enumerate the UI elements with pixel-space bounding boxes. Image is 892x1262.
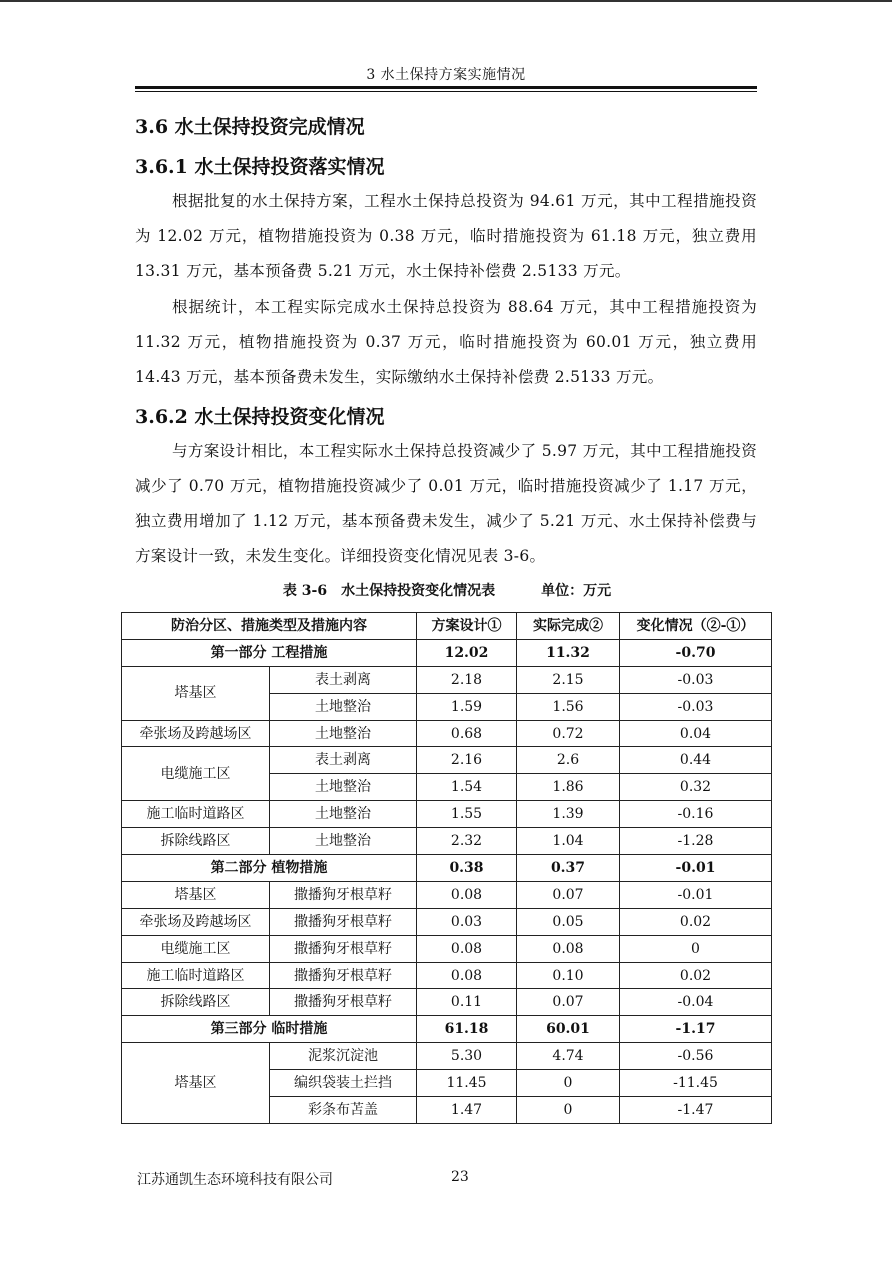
part-label-cell: 第一部分 工程措施 [122, 639, 417, 666]
table-row [122, 935, 772, 962]
design-cell: 1.47 [417, 1097, 517, 1124]
measure-cell: 土地整治 [270, 801, 417, 828]
zone-cell: 牵张场及跨越场区 [122, 908, 270, 935]
actual-cell: 0.07 [517, 881, 620, 908]
actual-cell: 0.72 [517, 720, 620, 747]
actual-cell: 2.15 [517, 666, 620, 693]
actual-cell: 11.32 [517, 639, 620, 666]
table-row [122, 908, 772, 935]
table-row [122, 989, 772, 1016]
measure-cell: 撒播狗牙根草籽 [270, 908, 417, 935]
actual-cell: 60.01 [517, 1016, 620, 1043]
subsection-heading-1: 3.6.1 水土保持投资落实情况 [135, 156, 385, 178]
design-cell: 11.45 [417, 1070, 517, 1097]
actual-cell: 0.07 [517, 989, 620, 1016]
change-cell: -11.45 [620, 1070, 772, 1097]
zone-cell: 拆除线路区 [122, 828, 270, 855]
header-rule-thick [135, 86, 757, 89]
table-row [122, 881, 772, 908]
design-cell: 12.02 [417, 639, 517, 666]
change-cell: 0.02 [620, 962, 772, 989]
table-row [122, 666, 772, 693]
measure-cell: 撒播狗牙根草籽 [270, 989, 417, 1016]
measure-cell: 土地整治 [270, 720, 417, 747]
table-row [122, 962, 772, 989]
table-caption-unit: 单位：万元 [541, 583, 612, 599]
design-cell: 0.08 [417, 881, 517, 908]
design-cell: 1.55 [417, 801, 517, 828]
actual-cell: 1.56 [517, 693, 620, 720]
section-heading: 3.6 水土保持投资完成情况 [135, 116, 365, 138]
paragraph-investment-change: 与方案设计相比，本工程实际水土保持总投资减少了 5.97 万元，其中工程措施投资减少了 0.70 万元，植物措施投资减少了 0.01 万元，临时措施投资减少了 1.17 万元，独立费用增加了 1.12 万元，基本预备费未发生，减少了 5.21 万元、水土保持补偿费与方案设计一致，未发生变化。详细投资变化情况见表 3-6。 [135, 442, 757, 565]
actual-cell: 4.74 [517, 1043, 620, 1070]
change-cell: 0.44 [620, 747, 772, 774]
table-caption [122, 580, 772, 600]
investment-change-table [121, 612, 772, 1124]
zone-cell: 拆除线路区 [122, 989, 270, 1016]
table-caption-title: 表 3-6 水土保持投资变化情况表 [282, 583, 496, 599]
zone-cell: 电缆施工区 [122, 935, 270, 962]
actual-cell: 1.39 [517, 801, 620, 828]
change-cell: -0.01 [620, 881, 772, 908]
design-cell: 0.38 [417, 855, 517, 882]
design-cell: 0.11 [417, 989, 517, 1016]
change-cell: -1.17 [620, 1016, 772, 1043]
design-cell: 0.03 [417, 908, 517, 935]
change-cell: 0.04 [620, 720, 772, 747]
actual-cell: 0 [517, 1070, 620, 1097]
subsection-heading-2: 3.6.2 水土保持投资变化情况 [135, 406, 385, 428]
table-row-part-subtotal [122, 639, 772, 666]
design-cell: 1.54 [417, 774, 517, 801]
zone-cell: 牵张场及跨越场区 [122, 720, 270, 747]
measure-cell: 土地整治 [270, 774, 417, 801]
change-cell: -1.47 [620, 1097, 772, 1124]
change-cell: -0.03 [620, 693, 772, 720]
design-cell: 2.18 [417, 666, 517, 693]
change-cell: -0.16 [620, 801, 772, 828]
zone-cell: 施工临时道路区 [122, 962, 270, 989]
change-cell: 0.02 [620, 908, 772, 935]
table-row-part-subtotal [122, 855, 772, 882]
measure-cell: 撒播狗牙根草籽 [270, 962, 417, 989]
actual-cell: 0 [517, 1097, 620, 1124]
part-label-cell: 第二部分 植物措施 [122, 855, 417, 882]
table-row [122, 747, 772, 774]
paragraph-actual-investment: 根据统计，本工程实际完成水土保持总投资为 88.64 万元，其中工程措施投资为 11.32 万元，植物措施投资为 0.37 万元，临时措施投资为 60.01 万元，独立费用 14.43 万元，基本预备费未发生，实际缴纳水土保持补偿费 2.5133 万元。 [135, 298, 757, 386]
header-cell-change: 变化情况（②-①） [620, 613, 772, 640]
actual-cell: 0.10 [517, 962, 620, 989]
actual-cell: 1.86 [517, 774, 620, 801]
change-cell: -0.01 [620, 855, 772, 882]
actual-cell: 0.08 [517, 935, 620, 962]
change-cell: 0.32 [620, 774, 772, 801]
measure-cell: 编织袋装土拦挡 [270, 1070, 417, 1097]
measure-cell: 表土剥离 [270, 747, 417, 774]
zone-cell: 塔基区 [122, 1043, 270, 1124]
table-row [122, 828, 772, 855]
change-cell: -0.56 [620, 1043, 772, 1070]
footer-company: 江苏通凯生态环境科技有限公司 [137, 1172, 333, 1188]
measure-cell: 土地整治 [270, 828, 417, 855]
change-cell: -0.70 [620, 639, 772, 666]
design-cell: 61.18 [417, 1016, 517, 1043]
design-cell: 0.08 [417, 935, 517, 962]
change-cell: -1.28 [620, 828, 772, 855]
design-cell: 1.59 [417, 693, 517, 720]
running-header: 3 水土保持方案实施情况 [366, 67, 526, 83]
zone-cell: 电缆施工区 [122, 747, 270, 801]
actual-cell: 0.37 [517, 855, 620, 882]
part-label-cell: 第三部分 临时措施 [122, 1016, 417, 1043]
measure-cell: 撒播狗牙根草籽 [270, 881, 417, 908]
page-top-border [0, 0, 892, 2]
table-row [122, 720, 772, 747]
header-rule-thin [135, 91, 757, 92]
zone-cell: 施工临时道路区 [122, 801, 270, 828]
actual-cell: 2.6 [517, 747, 620, 774]
table-row-part-subtotal [122, 1016, 772, 1043]
header-cell-design: 方案设计① [417, 613, 517, 640]
change-cell: -0.03 [620, 666, 772, 693]
measure-cell: 彩条布苫盖 [270, 1097, 417, 1124]
design-cell: 0.08 [417, 962, 517, 989]
design-cell: 0.68 [417, 720, 517, 747]
actual-cell: 0.05 [517, 908, 620, 935]
page-number: 23 [451, 1169, 469, 1185]
table-header-row [122, 613, 772, 640]
measure-cell: 撒播狗牙根草籽 [270, 935, 417, 962]
header-cell-item: 防治分区、措施类型及措施内容 [122, 613, 417, 640]
design-cell: 2.16 [417, 747, 517, 774]
paragraph-planned-investment: 根据批复的水土保持方案，工程水土保持总投资为 94.61 万元，其中工程措施投资为 12.02 万元，植物措施投资为 0.38 万元，临时措施投资为 61.18 万元，独立费用 13.31 万元，基本预备费 5.21 万元，水土保持补偿费 2.5133 万元。 [135, 192, 757, 280]
design-cell: 2.32 [417, 828, 517, 855]
measure-cell: 泥浆沉淀池 [270, 1043, 417, 1070]
zone-cell: 塔基区 [122, 881, 270, 908]
measure-cell: 土地整治 [270, 693, 417, 720]
design-cell: 5.30 [417, 1043, 517, 1070]
table-row [122, 1043, 772, 1070]
actual-cell: 1.04 [517, 828, 620, 855]
measure-cell: 表土剥离 [270, 666, 417, 693]
change-cell: -0.04 [620, 989, 772, 1016]
change-cell: 0 [620, 935, 772, 962]
table-row [122, 801, 772, 828]
zone-cell: 塔基区 [122, 666, 270, 720]
header-cell-actual: 实际完成② [517, 613, 620, 640]
